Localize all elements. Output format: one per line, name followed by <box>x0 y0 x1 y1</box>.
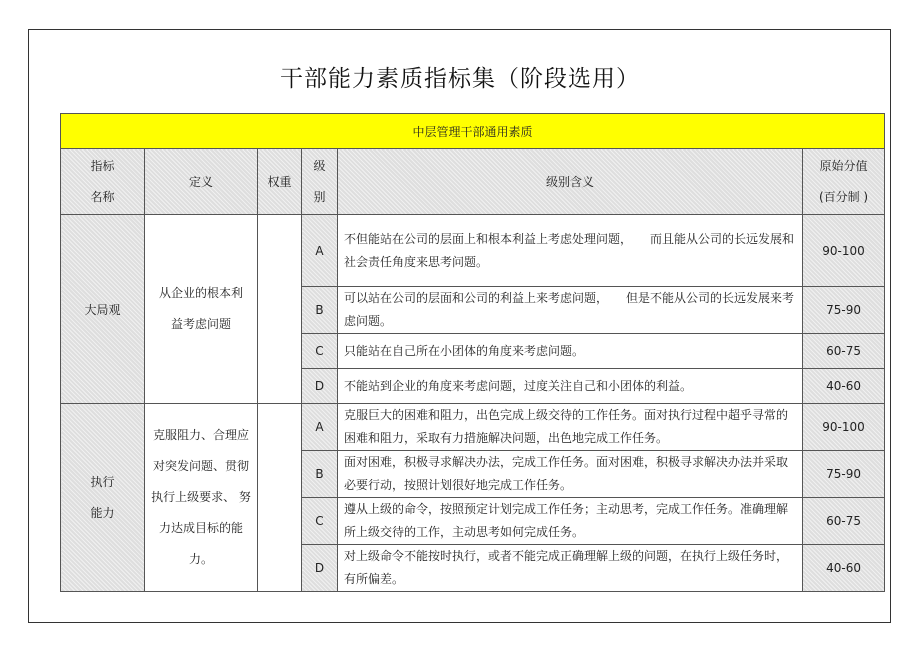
level-meaning: 不但能站在公司的层面上和根本利益上考虑处理问题， 而且能从公司的长远发展和社会责任角度来思考问题。 <box>338 215 803 287</box>
level-label: D <box>302 369 338 404</box>
level-meaning: 可以站在公司的层面和公司的利益上来考虑问题， 但是不能从公司的长远发展来考虑问题。 <box>338 287 803 334</box>
definition-line: 执行上级要求、 努 <box>151 490 251 504</box>
header-indicator <box>61 149 145 215</box>
header-indicator-line1: 指标 <box>90 158 115 173</box>
level-meaning: 面对困难，积极寻求解决办法，完成工作任务。面对困难，积极寻求解决办法并采取必要行动，按照计划很好地完成工作任务。 <box>338 451 803 498</box>
level-score: 75-90 <box>803 451 885 498</box>
header-level-line2: 别 <box>313 189 326 204</box>
document-title: 干部能力素质指标集（阶段选用） <box>280 66 640 92</box>
indicator-definition <box>145 404 258 592</box>
level-score: 90-100 <box>803 215 885 287</box>
header-meaning: 级别含义 <box>338 149 803 215</box>
level-score: 40-60 <box>803 545 885 592</box>
definition-line: 力。 <box>188 552 213 566</box>
definition-line: 益考虑问题 <box>170 317 231 331</box>
level-meaning: 只能站在自己所在小团体的角度来考虑问题。 <box>338 334 803 369</box>
header-score-line1: 原始分值 <box>819 158 868 173</box>
header-score-line2: (百分制 ) <box>818 189 869 204</box>
indicator-name-line: 大局观 <box>84 302 121 317</box>
header-level-line1: 级 <box>313 158 326 173</box>
header-score <box>803 149 885 215</box>
indicator-definition <box>145 215 258 404</box>
definition-line: 对突发问题、贯彻 <box>152 459 249 473</box>
table-row <box>61 404 885 451</box>
header-definition: 定义 <box>145 149 258 215</box>
level-label: B <box>302 451 338 498</box>
level-meaning: 遵从上级的命令，按照预定计划完成工作任务；主动思考，完成工作任务。准确理解所上级交待的工作，主动思考如何完成任务。 <box>338 498 803 545</box>
definition-line: 从企业的根本利 <box>158 286 243 300</box>
level-label: A <box>302 404 338 451</box>
level-meaning: 克服巨大的困难和阻力，出色完成上级交待的工作任务。面对执行过程中超乎寻常的困难和阻力，采取有力措施解决问题，出色地完成工作任务。 <box>338 404 803 451</box>
indicator-weight <box>258 215 302 404</box>
level-label: C <box>302 498 338 545</box>
indicator-weight <box>258 404 302 592</box>
header-level <box>302 149 338 215</box>
definition-line: 克服阻力、合理应 <box>152 428 249 442</box>
definition-line: 力达成目标的能 <box>158 521 243 535</box>
level-label: C <box>302 334 338 369</box>
indicator-name-line: 能力 <box>90 505 115 520</box>
indicator-name-line: 执行 <box>90 474 115 489</box>
indicator-name <box>61 404 145 592</box>
header-weight: 权重 <box>258 149 302 215</box>
level-score: 40-60 <box>803 369 885 404</box>
section-banner-row <box>61 114 885 149</box>
level-meaning: 对上级命令不能按时执行，或者不能完成正确理解上级的问题，在执行上级任务时，有所偏差。 <box>338 545 803 592</box>
section-title: 中层管理干部通用素质 <box>61 114 885 149</box>
level-score: 60-75 <box>803 498 885 545</box>
competency-table <box>60 113 885 592</box>
table-row <box>61 215 885 287</box>
level-label: D <box>302 545 338 592</box>
level-label: B <box>302 287 338 334</box>
level-score: 60-75 <box>803 334 885 369</box>
level-score: 90-100 <box>803 404 885 451</box>
indicator-name <box>61 215 145 404</box>
header-indicator-line2: 名称 <box>90 189 115 204</box>
header-row <box>61 149 885 215</box>
level-score: 75-90 <box>803 287 885 334</box>
level-meaning: 不能站到企业的角度来考虑问题，过度关注自己和小团体的利益。 <box>338 369 803 404</box>
level-label: A <box>302 215 338 287</box>
